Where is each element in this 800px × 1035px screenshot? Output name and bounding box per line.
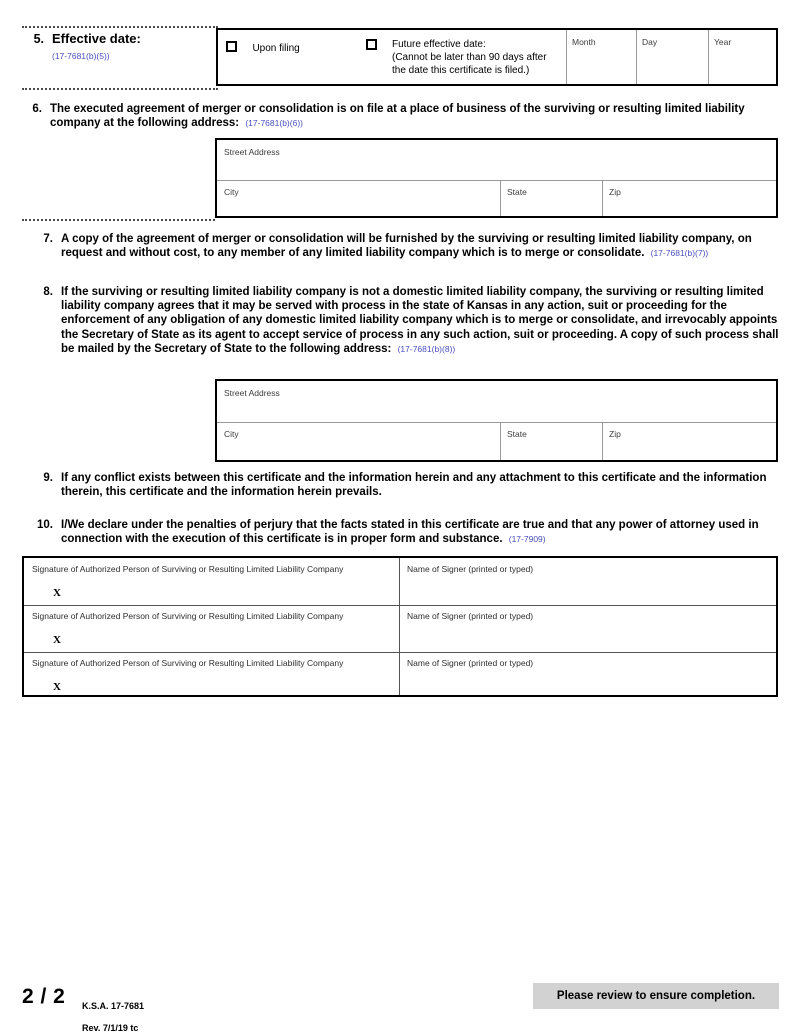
- signer-name-label: Name of Signer (printed or typed): [407, 658, 534, 668]
- signature-input-1[interactable]: [66, 584, 391, 602]
- dotted-separator-top: [22, 26, 218, 28]
- signer-name-label: Name of Signer (printed or typed): [407, 564, 534, 574]
- signer-name-input-1[interactable]: [407, 582, 769, 602]
- year-label: Year: [714, 37, 732, 47]
- item-6-street-address-label: Street Address: [224, 147, 280, 157]
- item-5-citation: (17-7681(b)(5)): [52, 51, 110, 62]
- review-notice-box: Please review to ensure completion.: [533, 983, 779, 1009]
- address-row-divider: [217, 180, 776, 181]
- item-6-address-table: [215, 138, 778, 218]
- table-row: Signature of Authorized Person of Surviving or Resulting Limited Liability Company: [32, 611, 344, 621]
- item-9-text: If any conflict exists between this certificate and the information herein and any attachment to this certificate and the information therein, this certificate and the information herein prevails.: [61, 472, 767, 499]
- item-5-title: Effective date:: [52, 31, 141, 46]
- upon-filing-checkbox[interactable]: [226, 41, 237, 52]
- future-effective-date-checkbox[interactable]: [366, 39, 377, 50]
- signer-name-input-3[interactable]: [407, 676, 769, 696]
- month-input[interactable]: [572, 52, 630, 82]
- item-6-zip-label: Zip: [609, 187, 621, 197]
- item-6-state-label: State: [507, 187, 527, 197]
- item-6-number: 6.: [32, 103, 42, 115]
- item-6: [24, 102, 776, 130]
- address-divider-before-zip: [602, 422, 603, 460]
- divider-before-month: [566, 30, 567, 84]
- table-row: Signature of Authorized Person of Surviving or Resulting Limited Liability Company: [32, 564, 344, 574]
- divider-before-year: [708, 30, 709, 84]
- address-divider-before-zip: [602, 180, 603, 216]
- effective-date-box: [216, 28, 778, 86]
- upon-filing-checkbox-group[interactable]: [226, 38, 356, 56]
- item-8-city-label: City: [224, 429, 239, 439]
- item-7-number: 7.: [43, 233, 53, 245]
- address-divider-before-state: [500, 422, 501, 460]
- item-6-zip-input[interactable]: [609, 200, 769, 216]
- item-7: [35, 232, 780, 260]
- item-8-street-address-input[interactable]: [224, 401, 772, 419]
- item-8-street-address-label: Street Address: [224, 388, 280, 398]
- statute-line-1: K.S.A. 17-7681: [82, 1001, 145, 1011]
- divider-before-day: [636, 30, 637, 84]
- future-effective-date-label-line1: Future effective date:: [392, 39, 486, 50]
- signature-x-mark-3: X: [53, 681, 61, 693]
- signature-table: [22, 556, 778, 697]
- item-8-state-label: State: [507, 429, 527, 439]
- item-10-citation: (17-7909): [508, 534, 546, 545]
- item-6-citation: (17-7681(b)(6)): [245, 118, 303, 129]
- item-10-text: I/We declare under the penalties of perjury that the facts stated in this certificate are true and that any power of attorney used in connection with the execution of this certificate is in proper form and substance.: [61, 519, 759, 546]
- item-7-citation: (17-7681(b)(7)): [650, 248, 709, 259]
- item-6-city-label: City: [224, 187, 239, 197]
- signature-x-mark-1: X: [53, 587, 61, 599]
- day-label: Day: [642, 37, 658, 47]
- month-label: Month: [572, 37, 596, 47]
- upon-filing-label: Upon filing: [252, 43, 300, 54]
- item-10: [24, 518, 780, 546]
- statute-reference: [82, 990, 144, 1034]
- signature-column-divider: [399, 558, 400, 695]
- signer-name-label: Name of Signer (printed or typed): [407, 611, 534, 621]
- item-8: [35, 285, 780, 356]
- item-8-zip-label: Zip: [609, 429, 621, 439]
- page-number: 2 / 2: [22, 985, 66, 1008]
- item-8-city-input[interactable]: [224, 442, 494, 458]
- item-8-zip-input[interactable]: [609, 442, 769, 458]
- future-effective-date-label-line3: the date this certificate is filed.): [392, 65, 530, 76]
- item-9: [35, 471, 780, 499]
- item-8-address-table: [215, 379, 778, 462]
- address-row-divider: [217, 422, 776, 423]
- day-input[interactable]: [642, 52, 702, 82]
- future-effective-date-label-line2: (Cannot be later than 90 days after: [392, 52, 547, 63]
- item-8-citation: (17-7681(b)(8)): [397, 343, 456, 354]
- signer-name-input-2[interactable]: [407, 629, 769, 649]
- item-6-state-input[interactable]: [507, 200, 595, 216]
- future-effective-date-checkbox-group[interactable]: [366, 38, 562, 77]
- address-divider-before-state: [500, 180, 501, 216]
- dotted-separator-below-item6: [22, 219, 215, 221]
- item-9-number: 9.: [43, 472, 53, 484]
- item-8-text: If the surviving or resulting limited liability company is not a domestic limited liability company, the surviving or resulting limited liability company agrees that it may be served with process in the state of Kansas in any action, suit or proceeding for the enforcement of any obligation of any domestic limited liability company which is to merge or consolidate, and irrevocably appoints the Secretary of State as its agent to accept service of process in any such action, suit or proceeding. A copy of such process shall be mailed by the Secretary of State to the following address:: [61, 286, 779, 355]
- item-6-city-input[interactable]: [224, 200, 494, 216]
- signature-row-divider-2: [24, 652, 776, 653]
- signature-row-divider-1: [24, 605, 776, 606]
- item-5-number: 5.: [33, 32, 44, 46]
- item-5: [24, 32, 214, 63]
- year-input[interactable]: [714, 52, 774, 82]
- item-8-state-input[interactable]: [507, 442, 595, 458]
- signature-x-mark-2: X: [53, 634, 61, 646]
- item-10-number: 10.: [37, 519, 53, 531]
- item-8-number: 8.: [43, 286, 53, 298]
- item-6-text: The executed agreement of merger or consolidation is on file at a place of business of the surviving or resulting limited liability company at the following address:: [50, 103, 745, 130]
- signature-input-2[interactable]: [66, 631, 391, 649]
- item-6-street-address-input[interactable]: [224, 160, 772, 178]
- table-row: Signature of Authorized Person of Surviving or Resulting Limited Liability Company: [32, 658, 344, 668]
- dotted-separator-below-item5: [22, 88, 218, 90]
- item-7-text: A copy of the agreement of merger or consolidation will be furnished by the surviving or resulting limited liability company, on request and without cost, to any member of any limited liability company which is to merge or consolidate.: [61, 233, 752, 260]
- statute-line-2: Rev. 7/1/19 tc: [82, 1023, 139, 1033]
- signature-input-3[interactable]: [66, 678, 391, 696]
